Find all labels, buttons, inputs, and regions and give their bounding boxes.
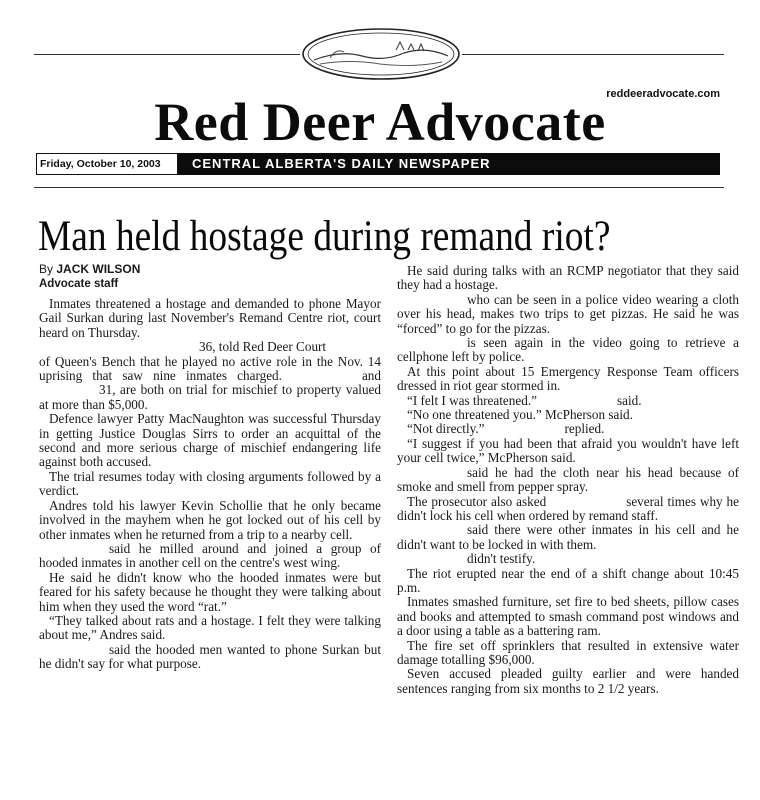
paragraph: At this point about 15 Emergency Response Team officers dressed in riot gear stormed in. <box>397 363 739 394</box>
paragraph: Seven accused pleaded guilty earlier and were handed sentences ranging from six months to 2 1/2 years. <box>397 666 739 696</box>
byline-name: JACK WILSON <box>56 262 141 276</box>
paragraph: said the hooded men wanted to phone Surkan but he didn't say for what purpose. <box>39 641 381 672</box>
paragraph: The trial resumes today with closing arguments followed by a verdict. <box>39 468 381 499</box>
masthead-rule-right <box>462 54 724 55</box>
paragraph: The riot erupted near the end of a shift change about 10:45 p.m. <box>397 565 739 595</box>
paragraph: “They talked about rats and a hostage. I felt they were talking about me,” Andres said. <box>39 612 381 643</box>
paragraph: He said he didn't know who the hooded inmates were but feared for his safety because he thought they were talking about him when they used the word “rat.” <box>39 569 381 614</box>
masthead-tagline: CENTRAL ALBERTA'S DAILY NEWSPAPER <box>192 156 491 171</box>
article-column-right <box>397 264 739 696</box>
paragraph: Defence lawyer Patty MacNaughton was successful Thursday in getting Justice Douglas Sirrs to order an acquittal of the second and more serious charge of mischief endangering life against both accused. <box>39 411 381 470</box>
masthead-rule-left <box>34 54 300 55</box>
website-url: reddeeradvocate.com <box>606 88 720 100</box>
paragraph: “I suggest if you had been that afraid you wouldn't have left your cell twice,” McPherson said. <box>397 435 739 466</box>
article-column-left <box>39 262 381 672</box>
paragraph: He said during talks with an RCMP negotiator that they said they had a hostage. <box>397 263 739 293</box>
paragraph: “Not directly.” replied. <box>407 421 605 437</box>
paragraph: The prosecutor also asked several times why he didn't lock his cell when ordered by remand staff. <box>397 493 739 523</box>
paragraph: is seen again in the video going to retrieve a cellphone left by police. <box>397 335 739 365</box>
paragraph: The fire set off sprinklers that resulted in extensive water damage totalling $96,000. <box>397 637 739 667</box>
paragraph: who can be seen in a police video wearing a cloth over his head, makes two trips to get pizzas. He said he was “forced” to go for the pizzas. <box>397 291 739 336</box>
byline-staff: Advocate staff <box>39 278 119 290</box>
masthead-title: Red Deer Advocate <box>154 92 606 152</box>
paragraph: Andres told his lawyer Kevin Schollie that he only became involved in the mayhem when he got locked out of his cell by other inmates when he returned from a trip to a nearby cell. <box>39 497 381 542</box>
byline-by: By <box>39 262 54 276</box>
paragraph: Inmates threatened a hostage and demanded to phone Mayor Gail Surkan during last November's Remand Centre riot, court heard on Thursday. <box>39 296 381 340</box>
paragraph: said there were other inmates in his cell and he didn't want to be locked in with them. <box>397 522 739 552</box>
paragraph: 36, told Red Deer Court <box>199 339 327 355</box>
byline <box>39 262 381 291</box>
paragraph: said he milled around and joined a group of hooded inmates in another cell on the centre's west wing. <box>39 540 381 571</box>
masthead-strip <box>36 153 720 175</box>
paragraph: Inmates smashed furniture, set fire to bed sheets, pillow cases and books and attempted to smash command post windows and a door using a table as a battering ram. <box>397 594 739 639</box>
paragraph: of Queen's Bench that he played no active role in the Nov. 14 uprising that saw nine inmates charged. and31, are both on trial for mischief to property valued at more than $5,000. <box>39 353 382 412</box>
article-headline: Man held hostage during remand riot? <box>38 213 611 260</box>
paragraph: “I felt I was threatened.” said. <box>407 392 642 408</box>
paragraph: said he had the cloth near his head because of smoke and smell from pepper spray. <box>397 464 739 495</box>
paragraph: didn't testify. <box>467 551 536 567</box>
paragraph: “No one threatened you.” McPherson said. <box>407 407 633 423</box>
headline-rule-top <box>34 187 724 188</box>
masthead-logo-icon <box>300 26 462 82</box>
edition-date: Friday, October 10, 2003 <box>36 153 178 175</box>
